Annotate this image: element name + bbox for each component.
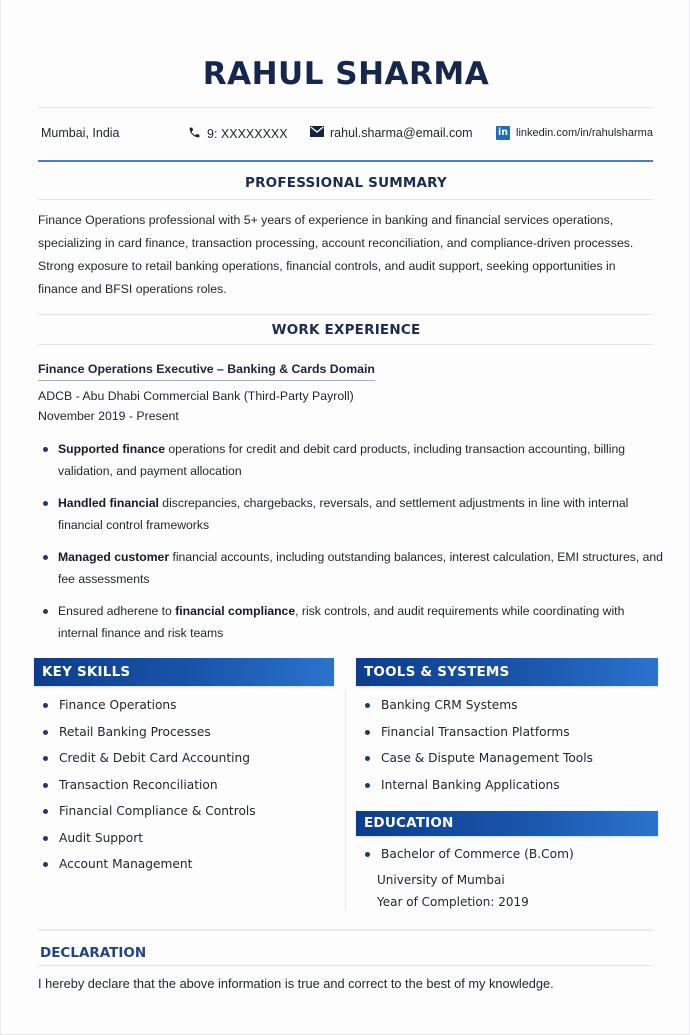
tool-item: Case & Dispute Management Tools bbox=[360, 745, 593, 772]
skill-item: Retail Banking Processes bbox=[38, 719, 256, 746]
declaration-top-divider bbox=[38, 929, 653, 931]
bullet-icon bbox=[43, 447, 48, 452]
skill-item: Transaction Reconciliation bbox=[38, 772, 256, 799]
job-title: Finance Operations Executive – Banking & Cards Domain bbox=[38, 362, 375, 381]
bullet-icon bbox=[43, 862, 48, 867]
job-dates: November 2019 - Present bbox=[38, 409, 179, 423]
bullet-icon bbox=[365, 783, 370, 788]
bullet-icon bbox=[43, 809, 48, 814]
contact-phone bbox=[188, 126, 288, 142]
bullet-icon bbox=[365, 756, 370, 761]
skills-heading: KEY SKILLS bbox=[34, 658, 334, 686]
summary-line: specializing in card finance, transaction processing, account reconciliation, and compliance-driven processes. bbox=[38, 236, 634, 250]
declaration-heading: DECLARATION bbox=[40, 945, 147, 961]
bullet-icon bbox=[43, 609, 48, 614]
phone-text: 9: XXXXXXXX bbox=[207, 127, 288, 141]
skills-list bbox=[38, 692, 256, 878]
email-link[interactable]: rahul.sharma@email.com bbox=[330, 126, 473, 140]
skill-item: Finance Operations bbox=[38, 692, 256, 719]
location-text: Mumbai, India bbox=[41, 126, 120, 140]
contact-email[interactable] bbox=[310, 126, 473, 140]
header-divider bbox=[38, 107, 653, 108]
education-year: Year of Completion: 2019 bbox=[377, 895, 529, 909]
contact-divider bbox=[38, 160, 653, 162]
bullet-icon bbox=[43, 555, 48, 560]
skill-item: Financial Compliance & Controls bbox=[38, 798, 256, 825]
bullet-icon bbox=[43, 703, 48, 708]
summary-text bbox=[38, 209, 658, 301]
skill-item: Audit Support bbox=[38, 825, 256, 852]
bullet-icon bbox=[43, 730, 48, 735]
bullet-icon bbox=[43, 501, 48, 506]
tool-item: Internal Banking Applications bbox=[360, 772, 593, 799]
contact-row bbox=[41, 126, 656, 144]
summary-line: Finance Operations professional with 5+ years of experience in banking and financial services operations, bbox=[38, 213, 614, 227]
declaration-text: I hereby declare that the above information is true and correct to the best of my knowledge. bbox=[38, 976, 554, 991]
summary-line: Strong exposure to retail banking operations, financial controls, and audit support, seeking opportunities in bbox=[38, 259, 616, 273]
bullet-icon bbox=[365, 730, 370, 735]
education-heading: EDUCATION bbox=[356, 811, 658, 836]
education-university: University of Mumbai bbox=[377, 873, 505, 887]
declaration-divider bbox=[38, 965, 653, 966]
education-degree: Bachelor of Commerce (B.Com) bbox=[360, 841, 574, 868]
tool-item: Banking CRM Systems bbox=[360, 692, 593, 719]
summary-line: finance and BFSI operations roles. bbox=[38, 282, 227, 296]
tools-heading: TOOLS & SYSTEMS bbox=[356, 658, 658, 686]
summary-divider bbox=[38, 199, 653, 200]
candidate-name: RAHUL SHARMA bbox=[202, 56, 490, 92]
contact-linkedin[interactable] bbox=[496, 126, 653, 140]
experience-divider bbox=[38, 344, 653, 345]
linkedin-icon: in bbox=[497, 127, 509, 138]
skill-item: Credit & Debit Card Accounting bbox=[38, 745, 256, 772]
summary-heading: PROFESSIONAL SUMMARY bbox=[244, 175, 448, 191]
job-bullet: Supported finance operations for credit and debit card products, including transaction accounting, billing validation, and payment allocation bbox=[38, 438, 663, 482]
education-list bbox=[360, 841, 574, 868]
experience-heading: WORK EXPERIENCE bbox=[271, 322, 421, 338]
bullet-icon bbox=[365, 852, 370, 857]
tool-item: Financial Transaction Platforms bbox=[360, 719, 593, 746]
phone-icon bbox=[188, 126, 201, 142]
bullet-icon bbox=[365, 703, 370, 708]
linkedin-link[interactable]: linkedin.com/in/rahulsharma bbox=[516, 127, 653, 139]
bullet-icon bbox=[43, 836, 48, 841]
envelope-icon bbox=[310, 126, 324, 140]
column-divider bbox=[345, 690, 346, 910]
job-bullet: Handled financial discrepancies, chargebacks, reversals, and settlement adjustments in line with internal financial control frameworks bbox=[38, 492, 663, 536]
job-bullets bbox=[38, 438, 663, 644]
tools-list bbox=[360, 692, 593, 798]
bullet-icon bbox=[43, 756, 48, 761]
job-company: ADCB - Abu Dhabi Commercial Bank (Third-Party Payroll) bbox=[38, 389, 354, 403]
contact-location bbox=[41, 126, 120, 140]
summary-bottom-divider bbox=[38, 314, 653, 315]
job-bullet: Managed customer financial accounts, including outstanding balances, interest calculation, EMI structures, and fee assessments bbox=[38, 546, 663, 590]
job-bullet: Ensured adherene to financial compliance, risk controls, and audit requirements while coordinating with internal finance and risk teams bbox=[38, 600, 663, 644]
skill-item: Account Management bbox=[38, 851, 256, 878]
bullet-icon bbox=[43, 783, 48, 788]
